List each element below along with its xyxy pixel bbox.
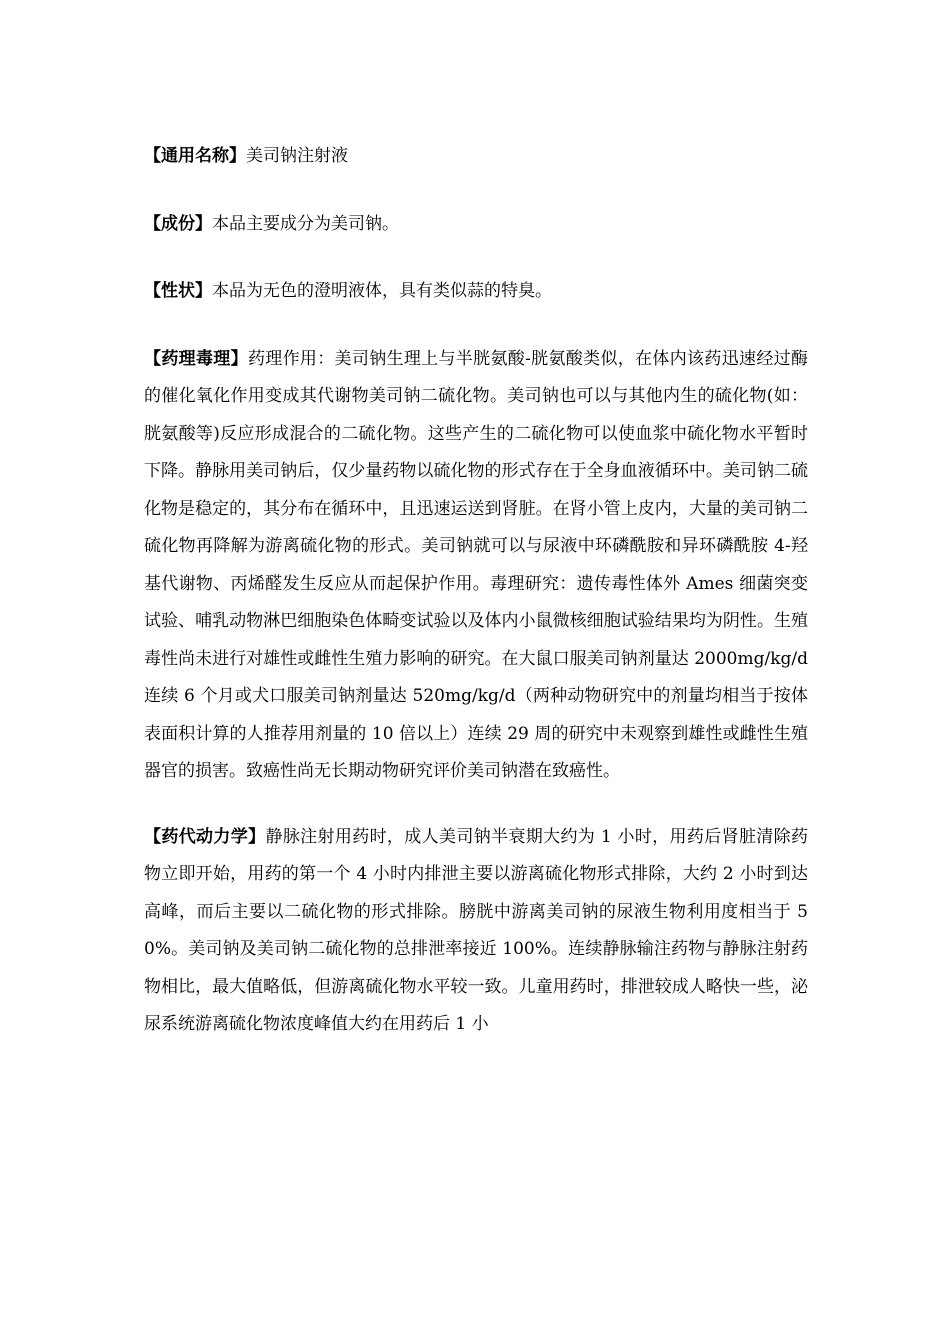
section-text: 静脉注射用药时，成人美司钠半衰期大约为 1 小时，用药后肾脏清除药物立即开始，用药的第一个 4 小时内排泄主要以游离硫化物形式排除，大约 2 小时到达高峰，而后主要以二硫化物的形式排除。膀胱中游离美司钠的尿液生物利用度相当于 50%。美司钠及美司钠二硫化物的总排泄率接近 100%。连续静脉输注药物与静脉注射药物相比，最大值略低，但游离硫化物水平较一致。儿童用药时，排泄较成人略快一些，泌尿系统游离硫化物浓度峰值大约在用药后 1 小 bbox=[144, 826, 809, 1034]
section-text: 美司钠注射液 bbox=[246, 146, 348, 166]
section-label: 【性状】 bbox=[144, 281, 212, 301]
section-label: 【药理毒理】 bbox=[144, 348, 248, 369]
section-label: 【药代动力学】 bbox=[144, 826, 266, 847]
section-appearance bbox=[144, 273, 808, 311]
section-pharmacology-toxicology bbox=[144, 341, 808, 791]
section-pharmacokinetics bbox=[144, 819, 808, 1044]
document-page bbox=[144, 138, 808, 1072]
section-text: 药理作用：美司钠生理上与半胱氨酸-胱氨酸类似，在体内该药迅速经过酶的催化氧化作用变成其代谢物美司钠二硫化物。美司钠也可以与其他内生的硫化物(如：胱氨酸等)反应形成混合的二硫化物。这些产生的二硫化物可以使血浆中硫化物水平暂时下降。静脉用美司钠后，仅少量药物以硫化物的形式存在于全身血液循环中。美司钠二硫化物是稳定的，其分布在循环中，且迅速运送到肾脏。在肾小管上皮内，大量的美司钠二硫化物再降解为游离硫化物的形式。美司钠就可以与尿液中环磷酰胺和异环磷酰胺 4-羟基代谢物、丙烯醛发生反应从而起保护作用。毒理研究：遗传毒性体外 Ames 细菌突变试验、哺乳动物淋巴细胞染色体畸变试验以及体内小鼠微核细胞试验结果均为阴性。生殖毒性尚未进行对雄性或雌性生殖力影响的研究。在大鼠口服美司钠剂量达 2000mg/kg/d 连续 6 个月或犬口服美司钠剂量达 520mg/kg/d（两种动物研究中的剂量均相当于按体表面积计算的人推荐用剂量的 10 倍以上）连续 29 周的研究中未观察到雄性或雌性生殖器官的损害。致癌性尚无长期动物研究评价美司钠潜在致癌性。 bbox=[144, 348, 808, 781]
section-text: 本品主要成分为美司钠。 bbox=[212, 213, 399, 234]
section-generic-name bbox=[144, 138, 808, 176]
section-text: 本品为无色的澄明液体，具有类似蒜的特臭。 bbox=[212, 281, 552, 301]
section-label: 【通用名称】 bbox=[144, 146, 246, 166]
section-label: 【成份】 bbox=[144, 213, 212, 234]
section-ingredients bbox=[144, 206, 808, 244]
